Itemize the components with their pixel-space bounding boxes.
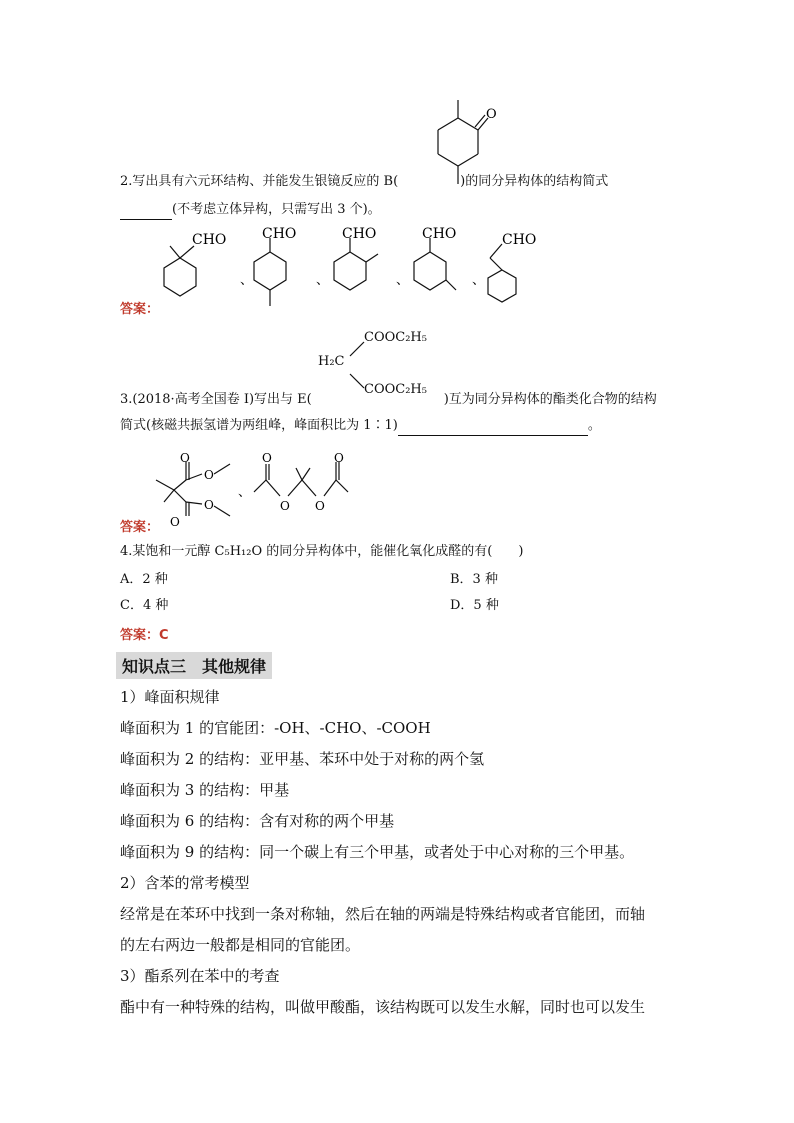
- cho-label-5: CHO: [502, 232, 537, 248]
- q2-answer-blank[interactable]: [120, 205, 172, 220]
- q4-option-a[interactable]: A．2 种: [120, 572, 168, 587]
- e-formula-top: COOC₂H₅: [364, 330, 427, 345]
- cho-label-4: CHO: [422, 226, 457, 242]
- section-item-2: 峰面积为 1 的官能团：-OH、-CHO、-COOH: [120, 719, 431, 737]
- q2-text-after: )的同分异构体的结构简式: [460, 174, 609, 189]
- q3-o-4: O: [170, 515, 180, 529]
- q4-question-text: 4.某饱和一元醇 C₅H₁₂O 的同分异构体中，能催化氧化成醛的有( ): [120, 544, 524, 559]
- q3-text-line1: [120, 390, 657, 410]
- q3-o-3: O: [204, 498, 214, 512]
- separator-4: 、: [472, 273, 486, 288]
- q3-o-5: O: [262, 452, 272, 465]
- q3-line2-text: 简式(核磁共振氢谱为两组峰，峰面积比为 1∶1): [120, 418, 398, 433]
- q3-text-after: )互为同分异构体的酯类化合物的结构: [443, 392, 657, 407]
- q3-text-line2: [120, 416, 601, 436]
- q3-o-6: O: [280, 499, 290, 513]
- section-item-11: 酯中有一种特殊的结构，叫做甲酸酯，该结构既可以发生水解，同时也可以发生: [120, 998, 646, 1016]
- section-title: 知识点三 其他规律: [116, 652, 272, 679]
- section-item-1: 1）峰面积规律: [120, 688, 220, 706]
- separator-3: 、: [396, 273, 410, 288]
- q3-o-1: O: [180, 452, 190, 465]
- q2-line2-text: (不考虑立体异构，只需写出 3 个)。: [172, 202, 381, 217]
- section-item-4: 峰面积为 3 的结构：甲基: [120, 781, 290, 799]
- e-formula-bottom: COOC₂H₅: [364, 382, 427, 397]
- q2-text-before: 2.写出具有六元环结构、并能发生银镜反应的 B(: [120, 174, 399, 189]
- q3-line2-end: 。: [587, 418, 601, 433]
- cho-label-2: CHO: [262, 226, 297, 242]
- section-item-7: 2）含苯的常考模型: [120, 874, 250, 892]
- q3-o-2: O: [204, 468, 214, 482]
- cho-label-3: CHO: [342, 226, 377, 242]
- separator-2: 、: [316, 273, 330, 288]
- section-item-5: 峰面积为 6 的结构：含有对称的两个甲基: [120, 812, 395, 830]
- q2-text-line2: [120, 200, 381, 220]
- q3-answer-blank[interactable]: [398, 421, 588, 436]
- separator-1: 、: [240, 273, 254, 288]
- q3-o-8: O: [334, 452, 344, 465]
- q3-answer-label: 答案：: [120, 520, 160, 535]
- q4-option-c[interactable]: C．4 种: [120, 598, 169, 613]
- section-item-10: 3）酯系列在苯中的考查: [120, 967, 280, 985]
- section-item-3: 峰面积为 2 的结构：亚甲基、苯环中处于对称的两个氢: [120, 750, 485, 768]
- section-item-8: 经常是在苯环中找到一条对称轴，然后在轴的两端是特殊结构或者官能团，而轴: [120, 905, 646, 923]
- q3-separator: 、: [238, 485, 252, 500]
- section-item-9: 的左右两边一般都是相同的官能团。: [120, 936, 361, 954]
- section-item-6: 峰面积为 9 的结构：同一个碳上有三个甲基，或者处于中心对称的三个甲基。: [120, 843, 635, 861]
- q4-answer: 答案：C: [120, 628, 169, 643]
- e-formula-left: H₂C: [318, 354, 345, 369]
- q3-text-before: 3.(2018·高考全国卷 Ⅰ)写出与 E(: [120, 392, 312, 407]
- q4-option-d[interactable]: D．5 种: [450, 598, 499, 613]
- cho-label-1: CHO: [192, 232, 227, 248]
- q3-answer-structures: [150, 452, 370, 532]
- q4-option-b[interactable]: B．3 种: [450, 572, 498, 587]
- carbonyl-o-label: O: [486, 107, 497, 122]
- q2-answer-label: 答案：: [120, 302, 160, 317]
- e-formula-bonds: [344, 338, 368, 394]
- q3-o-7: O: [315, 499, 325, 513]
- q2-answer-structures: [150, 224, 550, 314]
- q2-text-line1: [120, 172, 608, 192]
